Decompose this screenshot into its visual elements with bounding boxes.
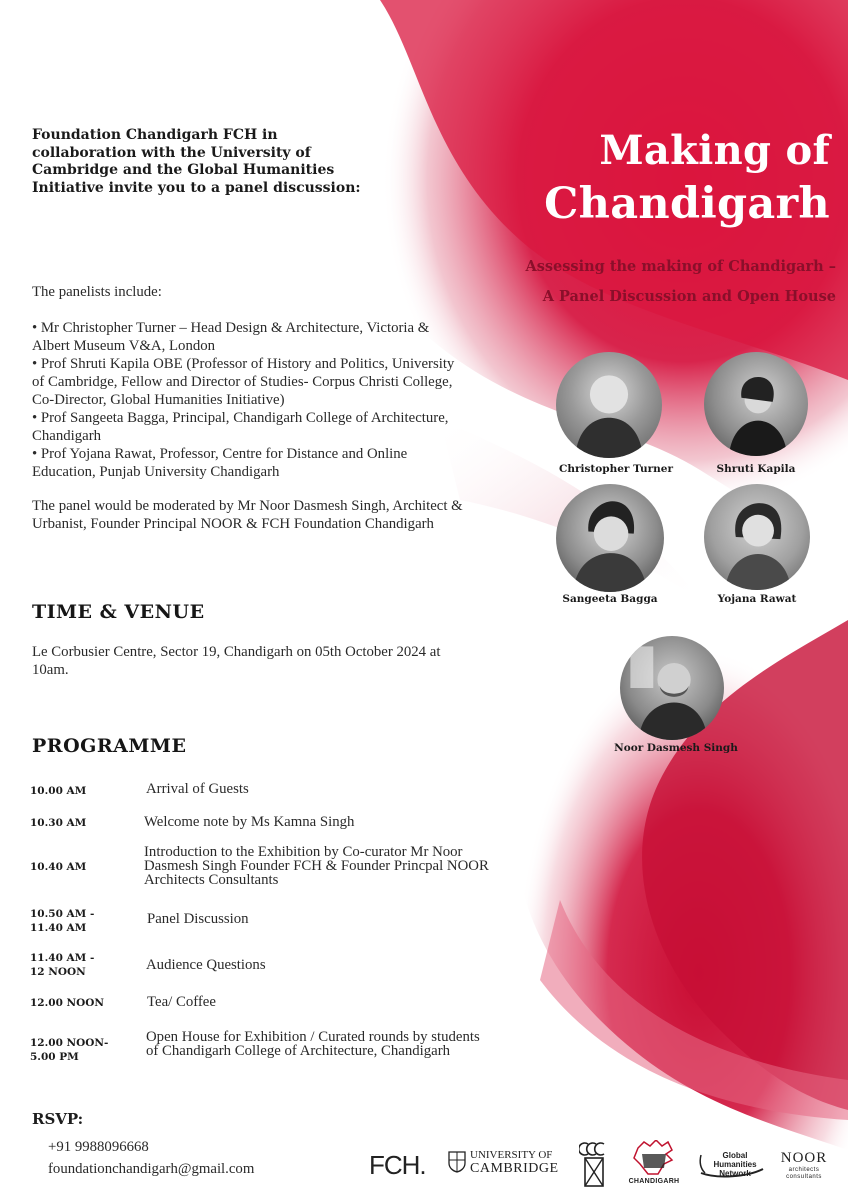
programme-desc: Open House for Exhibition / Curated rounds by students of Chandigarh College of Architecture, Chandigarh xyxy=(146,1029,480,1059)
yojana-rawat-photo xyxy=(704,484,810,590)
rsvp-email[interactable]: foundationchandigarh@gmail.com xyxy=(48,1161,255,1177)
programme-desc: Arrival of Guests xyxy=(146,781,249,797)
chandigarh-logo-caption: CHANDIGARH xyxy=(628,1178,680,1185)
chandigarh-logo xyxy=(628,1140,680,1190)
shruti-kapila-name: Shruti Kapila xyxy=(716,463,796,475)
sangeeta-bagga-photo xyxy=(556,484,664,592)
yojana-rawat-name: Yojana Rawat xyxy=(717,593,797,605)
noor-logo xyxy=(779,1150,829,1181)
programme-desc: Introduction to the Exhibition by Co-curator Mr Noor Dasmesh Singh Founder FCH & Founder Princpal NOOR Architects Consultants xyxy=(144,844,489,888)
time-venue-heading: TIME & VENUE xyxy=(32,601,205,623)
event-subtitle xyxy=(416,252,836,312)
venue-text: Le Corbusier Centre, Sector 19, Chandigarh on 05th October 2024 at 10am. xyxy=(32,644,441,678)
programme-desc: Tea/ Coffee xyxy=(147,994,216,1010)
shruti-kapila-photo xyxy=(704,352,808,456)
sangeeta-bagga-name: Sangeeta Bagga xyxy=(562,593,658,605)
cambridge-line-2: CAMBRIDGE xyxy=(470,1161,559,1176)
panelist-item: • Prof Sangeeta Bagga, Principal, Chandigarh College of Architecture, Chandigarh xyxy=(32,410,449,444)
fch-logo: FCH. xyxy=(369,1150,426,1180)
panelist-item: • Mr Christopher Turner – Head Design & Architecture, Victoria & Albert Museum V&A, London xyxy=(32,320,430,354)
programme-heading: PROGRAMME xyxy=(32,735,187,757)
rsvp-phone[interactable]: +91 9988096668 xyxy=(48,1139,149,1155)
intro-text: Foundation Chandigarh FCH in collaboration with the University of Cambridge and the Global Humanities Initiative invite you to a panel discussion: xyxy=(32,127,361,196)
cambridge-line-1: UNIVERSITY OF xyxy=(470,1149,553,1161)
programme-desc: Welcome note by Ms Kamna Singh xyxy=(144,814,355,830)
panelists-heading: The panelists include: xyxy=(32,284,162,300)
noor-wordmark: NOOR xyxy=(780,1150,828,1166)
cambridge-crest-icon xyxy=(448,1151,466,1173)
panelists-section xyxy=(32,283,464,533)
global-humanities-network-logo xyxy=(697,1149,765,1179)
programme-desc: Audience Questions xyxy=(146,957,266,973)
event-title xyxy=(544,126,830,232)
programme-time: 12.00 NOON xyxy=(30,997,105,1009)
programme-time: 10.50 AM - 11.40 AM xyxy=(30,908,95,934)
programme-time: 10.00 AM xyxy=(30,785,87,797)
programme-time: 11.40 AM - 12 NOON xyxy=(30,952,95,978)
programme-desc: Panel Discussion xyxy=(147,911,249,927)
programme-time: 10.40 AM xyxy=(30,861,87,873)
programme-time: 10.30 AM xyxy=(30,817,87,829)
subtitle-line-2: A Panel Discussion and Open House xyxy=(542,288,836,305)
title-line-2: Chandigarh xyxy=(544,179,830,229)
christopher-turner-photo xyxy=(556,352,662,458)
moderator-text: The panel would be moderated by Mr Noor Dasmesh Singh, Architect & Urbanist, Founder Principal NOOR & FCH Foundation Chandigarh xyxy=(32,498,463,532)
noor-subtitle: architects consultants xyxy=(786,1167,822,1180)
rsvp-heading: RSVP: xyxy=(32,1110,84,1128)
chandigarh-college-logo xyxy=(579,1140,609,1190)
noor-dasmesh-singh-photo xyxy=(620,636,724,740)
panelist-item: • Prof Shruti Kapila OBE (Professor of History and Politics, University of Cambridge, Fellow and Director of Studies- Corpus Christi College, Co-Director, Global Humanities Initiative) xyxy=(32,356,455,408)
ghn-caption: Global Humanities Network xyxy=(713,1151,757,1178)
programme-time: 12.00 NOON- 5.00 PM xyxy=(30,1037,109,1063)
open-hand-icon xyxy=(628,1140,680,1178)
christopher-turner-name: Christopher Turner xyxy=(559,463,673,475)
noor-dasmesh-singh-name: Noor Dasmesh Singh xyxy=(614,742,738,754)
title-line-1: Making of xyxy=(599,127,830,174)
subtitle-line-1: Assessing the making of Chandigarh – xyxy=(525,258,836,275)
panelist-item: • Prof Yojana Rawat, Professor, Centre for Distance and Online Education, Punjab University Chandigarh xyxy=(32,446,408,480)
